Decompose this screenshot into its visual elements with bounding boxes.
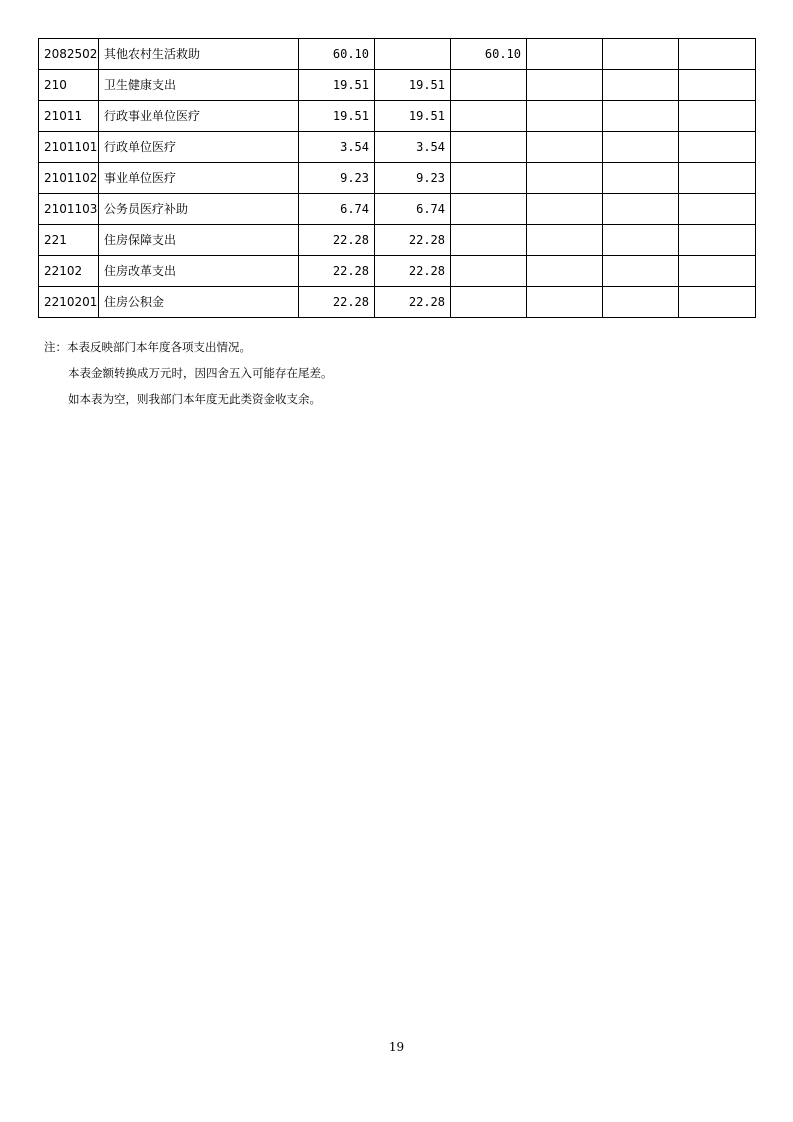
empty-cell — [603, 163, 679, 194]
project-expense-cell — [451, 70, 527, 101]
table-notes — [44, 334, 333, 412]
empty-cell — [527, 163, 603, 194]
table-row — [39, 70, 756, 101]
basic-expense-cell — [375, 39, 451, 70]
empty-cell — [679, 101, 756, 132]
total-amount-cell: 22.28 — [299, 287, 375, 318]
total-amount-cell: 6.74 — [299, 194, 375, 225]
basic-expense-cell: 22.28 — [375, 256, 451, 287]
table-row — [39, 39, 756, 70]
project-expense-cell — [451, 101, 527, 132]
table-row — [39, 194, 756, 225]
empty-cell — [603, 287, 679, 318]
account-name-cell: 其他农村生活救助 — [99, 39, 299, 70]
table-row — [39, 256, 756, 287]
empty-cell — [527, 70, 603, 101]
project-expense-cell — [451, 287, 527, 318]
account-name-cell: 事业单位医疗 — [99, 163, 299, 194]
account-code-cell: 21011 — [39, 101, 99, 132]
total-amount-cell: 19.51 — [299, 101, 375, 132]
expenditure-table — [38, 38, 756, 318]
account-code-cell: 210 — [39, 70, 99, 101]
account-name-cell: 公务员医疗补助 — [99, 194, 299, 225]
project-expense-cell: 60.10 — [451, 39, 527, 70]
project-expense-cell — [451, 132, 527, 163]
account-code-cell: 221 — [39, 225, 99, 256]
account-name-cell: 卫生健康支出 — [99, 70, 299, 101]
empty-cell — [603, 70, 679, 101]
table-row — [39, 101, 756, 132]
empty-cell — [527, 132, 603, 163]
note-line-1: 注：本表反映部门本年度各项支出情况。 — [44, 340, 251, 354]
table-row — [39, 287, 756, 318]
empty-cell — [679, 194, 756, 225]
account-code-cell: 2210201 — [39, 287, 99, 318]
table-row — [39, 225, 756, 256]
empty-cell — [603, 39, 679, 70]
account-code-cell: 2101101 — [39, 132, 99, 163]
empty-cell — [603, 132, 679, 163]
empty-cell — [679, 132, 756, 163]
total-amount-cell: 60.10 — [299, 39, 375, 70]
account-code-cell: 2082502 — [39, 39, 99, 70]
empty-cell — [679, 225, 756, 256]
empty-cell — [679, 163, 756, 194]
account-code-cell: 2101102 — [39, 163, 99, 194]
account-name-cell: 行政事业单位医疗 — [99, 101, 299, 132]
empty-cell — [527, 101, 603, 132]
table-row — [39, 132, 756, 163]
total-amount-cell: 22.28 — [299, 256, 375, 287]
basic-expense-cell: 22.28 — [375, 225, 451, 256]
basic-expense-cell: 6.74 — [375, 194, 451, 225]
project-expense-cell — [451, 194, 527, 225]
account-name-cell: 行政单位医疗 — [99, 132, 299, 163]
empty-cell — [527, 287, 603, 318]
empty-cell — [679, 70, 756, 101]
empty-cell — [527, 194, 603, 225]
empty-cell — [679, 256, 756, 287]
account-code-cell: 22102 — [39, 256, 99, 287]
total-amount-cell: 3.54 — [299, 132, 375, 163]
account-name-cell: 住房保障支出 — [99, 225, 299, 256]
empty-cell — [679, 287, 756, 318]
empty-cell — [527, 39, 603, 70]
basic-expense-cell: 19.51 — [375, 101, 451, 132]
total-amount-cell: 9.23 — [299, 163, 375, 194]
empty-cell — [679, 39, 756, 70]
basic-expense-cell: 19.51 — [375, 70, 451, 101]
empty-cell — [527, 225, 603, 256]
empty-cell — [603, 256, 679, 287]
empty-cell — [603, 194, 679, 225]
table-body — [39, 39, 756, 318]
account-code-cell: 2101103 — [39, 194, 99, 225]
page-number: 19 — [388, 1040, 405, 1054]
note-line-3: 如本表为空，则我部门本年度无此类资金收支余。 — [68, 392, 321, 406]
total-amount-cell: 19.51 — [299, 70, 375, 101]
account-name-cell: 住房公积金 — [99, 287, 299, 318]
empty-cell — [527, 256, 603, 287]
table-row — [39, 163, 756, 194]
basic-expense-cell: 9.23 — [375, 163, 451, 194]
total-amount-cell: 22.28 — [299, 225, 375, 256]
empty-cell — [603, 225, 679, 256]
account-name-cell: 住房改革支出 — [99, 256, 299, 287]
project-expense-cell — [451, 256, 527, 287]
empty-cell — [603, 101, 679, 132]
basic-expense-cell: 22.28 — [375, 287, 451, 318]
project-expense-cell — [451, 163, 527, 194]
project-expense-cell — [451, 225, 527, 256]
note-line-2: 本表金额转换成万元时，因四舍五入可能存在尾差。 — [68, 366, 333, 380]
basic-expense-cell: 3.54 — [375, 132, 451, 163]
